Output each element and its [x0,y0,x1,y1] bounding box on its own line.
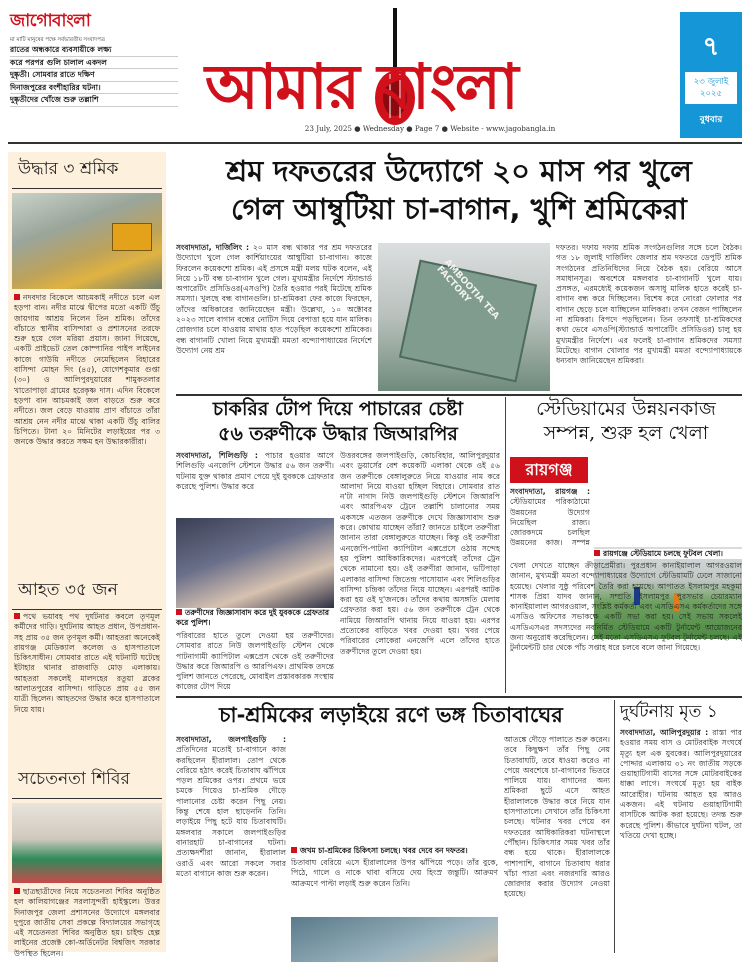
section-rule [176,696,742,698]
stadium-headline [510,397,742,445]
rescue-headline [176,397,500,447]
stadium-body-1: স্টেডিয়ামের পরিকাঠামো উন্নয়নের উদ্যোগ নিয়েছিল রাজ্য। জোরকদমে চলছিল উন্নয়নের কাজ। সম্পন্ন [510,497,590,548]
rescue-headline-line-2: ৫৬ তরুণীকে উদ্ধার জিআরপির [218,423,458,445]
page-number: ৭ [702,32,720,62]
bullet-icon [176,609,182,615]
left-column [8,152,166,958]
lead-body-2: দফতর। দফায় দফায় শ্রমিক সংগঠনগুলির সঙ্গে চলে বৈঠক। গত ১৮ জুলাই দার্জিলিং জেলার শ্রম দফতরে ডেপুটি শ্রমিক সংগঠনের প্রতিনিধিদের নিয়ে বৈঠক হয়। বেরিয়ে আসে সমাধানসূত্র। অবশেষে মঙ্গলবার চা-বাগানটি খুলে যায়। প্রসঙ্গত, এরমধ্যেই কয়েকজন অসাধু মালিক হাতে করেই চা-বাগান বন্ধ করে দিচ্ছিলেন। বিশেষ করে নোংরা ফোলার পর বাগান ছেড়ে চলে যাচ্ছিলেন মালিকরা। তখন বেজন পাচ্ছিলেন না শ্রমিকরা। বিপদে পড়ছিলেন। তিন তফসাই চা-শ্রমিকদের কথা ভেবে এসওপি(স্ট্যান্ডার্ড অপারেটিং প্রসিডিওর) চালু হয় মুখ্যমন্ত্রীর নির্দেশে। এর ফলেই চা-বাগান শ্রমিকদের সমস্যা মিটেছে। বাগান খোলার পর মুখ্যমন্ত্রী মমতা বন্দ্যোপাধ্যায়কে ধন্যবাদ জানিয়েছেন শ্রমিকরা। [556,243,742,366]
awareness-camp-photo [12,803,162,883]
promo-headline: করে পরপর গুলি চালাল একদল [10,57,178,70]
stadium-body-2: খেলা দেখতে যাচ্ছেন ক্রীড়াপ্রেমীরা। পুরপ্রধান কানাইয়ালাল আগরওয়াল জানান, মুখ্যমন্ত্রী মমতা বন্দ্যোপাধ্যায়ের উদ্যোগে স্টেডিয়ামটি ঢেলে সাজানো হয়েছে। খেলার সুষ্ঠু পরিবেশ তৈরি করা হয়েছে। আপাতত ইসলামপুর মহকুমা শাসক প্রিয়া যাদব জানান, সম্প্রতি ইসলামপুর পুরসভার চেয়ারম্যান কানাইয়ালাল আগরওয়াল, সংশ্লিষ্ট কর্মকর্তা এবং এসডিএসএ কর্মকর্তাদের সঙ্গে এসডিও অফিসের সভাকক্ষে একটি সভা করা হয়। সেই সভায় সকলেই এসডিএসএর সদস্যদের নবনির্মিত স্টেডিয়ামে একটি টুর্নামেন্ট আয়োজনের জন্য অনুরোধ করেছিলেন। সেই মতো এসডিএসএ ফুটবল টুর্নামেন্ট চলছে। এই টুর্নামেন্টটি চার থেকে পাঁচ সপ্তাহ ধরে চলবে বলে জানা গিয়েছে। [510,561,742,653]
masthead-meta: 23 July, 2025 ● Wednesday ● Page 7 ● Website - www.jagobangla.in [304,124,556,133]
leopard-body-4: চিকিৎসার সময় খবর তাঁর বন্ধ হয়ে থাকে। হীরালালকে পাশাপাশি, বাগানে চিতাবাঘ ধরার খাঁচা পাতা এবং নজরদারি আরও জোরদার করার উদ্যোগ নেওয়া হয়েছে। [504,837,610,899]
leopard-body-2: চিতাবাঘ বেরিয়ে এসে হীরালালের উপর ঝাঁপিয়ে পড়ে। তাঁর বুকে, পিঠে, গালে ও নাকে থাবা বসিয়ে দেয় হিংস্র জন্তুটি। আক্রমণ আক্রমণে পাল্টা লড়াই শুরু করেন তিনি। [291,858,498,888]
rescued-girls-photo [176,518,334,608]
leopard-body-1: প্রতিদিনের মতোই চা-বাগানে কাজ করছিলেন হীরালাল। তোপ থেকে বেরিয়ে হঠাৎ করেই চিতাবাঘ ঝাঁপিয়ে পড়ল শ্রমিকের ওপর। প্রথমে ভয়ে চমকে গিয়েও চা-শ্রমিক দৌড়ে পালানোর চেষ্টা করেন পিছু নেয়। কিন্তু শেষে হাল ছাড়েননি তিনি। লড়াইয়ে পিছু হটে যায় চিতাবাঘটি। মঙ্গলবার সকালে জলপাইগুড়ির বানারহাট চা-বাগানের ঘটনা। প্রত্যক্ষদর্শীরা জানান, হীরালাল ওরাওঁ এবং আরো সকলে সবার মতো বাগানে কাজ শুরু করেন। [176,745,286,878]
rescue-three-title: উদ্ধার ৩ শ্রমিক [12,152,162,189]
place-tag: রায়গঞ্জ [510,457,588,483]
accident-body: রাস্তা পার হওয়ার সময় বাস ও মোটরবাইক সংঘর্ষে মৃত্যু হল এক যুবকের। আলিপুরদুয়ারের পোদ্দার এলাকায় ৩১ নং জাতীয় সড়কে গুয়াহাটিগামী বাসের সঙ্গে মোটরবাইকের ধাক্কা লাগে। সংঘর্ষে মৃত্যু হয় বাইক আরোহীর। ঘটনায় আহত হয় আরও একজন। এই ঘটনায় গুয়াহাটিগামী বাসটিকে আটক করা হয়েছে। তদন্ত শুরু করেছে পুলিশ। কীভাবে দুর্ঘটনা ঘটল, তা খতিয়ে দেখা হচ্ছে। [620,728,742,840]
leopard-caption: জখম চা-শ্রমিকের চিকিৎসা চলছে। খবর দেবে বন দফতর। [300,846,468,855]
river-rescue-photo [12,193,162,289]
bullet-icon [594,550,600,556]
leopard-headline: চা-শ্রমিকের লড়াইয়ে রণে ভঙ্গ চিতাবাঘের [219,703,563,727]
date-bn: ২৩ জুলাই ২০২৫ [685,72,737,104]
leopard-dateline: সংবাদদাতা, জলপাইগুড়ি : [176,735,286,744]
stadium-dateline: সংবাদদাতা, রায়গঞ্জ : [510,487,590,496]
column-divider [505,397,506,693]
stadium-caption: রায়গঞ্জে স্টেডিয়ামে চলছে ফুটবল খেলা। [603,549,723,558]
rescue-caption: তরুণীদের জিজ্ঞাসাবাদ করে দুই যুবককে গ্রেফতার করে পুলিশ। [176,608,329,627]
lead-dateline: সংবাদদাতা, দার্জিলিং : [176,243,250,252]
bullet-icon [291,847,297,853]
jagobangla-tagline: মা মাটি মানুষের পক্ষে সর্বভারতীয় সংবাদপত্র [10,37,105,43]
section-rule [176,394,742,396]
excavator-shape [112,223,152,251]
lead-headline-line-1: শ্রম দফতরের উদ্যোগে ২০ মাস পর খুলে [226,154,692,188]
rescue-headline-line-1: চাকরির টোপ দিয়ে পাচারের চেষ্টা [212,398,464,420]
rescue-three-body: নদবদার বিকেলে আচমকাই নদীতে চলে এল হড়পা বান। নদীর মাঝে দ্বীপের মতো একটি উঁচু জায়গায় আশ্রয় নিলেন তিন শ্রমিক। তাঁদের বাঁচাতে স্থানীয় বাসিন্দারা ও প্রশাসনের তরফে শুরু হয়ে গেল মরিয়া প্রয়াস। জানা গিয়েছে, একটি প্রাইভেট তেল কোম্পানির পাইপ লাইনের কাজে গাউয়ি নদীতে নেমেছিলেন বিহারের বাসিন্দা মোহন দিং (৪৫), যোগেশকুমার গুপ্তা (৩০) ও আলিপুরদুয়ারের শামুকতলার খাতোপাড়া গ্রামের হরেকৃষ্ণ দাস। এদিন বিকেলে হড়পা বান আচমকাই জল বাড়তে শুরু করে নদীতে। জল বেড়ে যাওয়ায় প্রাণ বাঁচাতে তাঁরা আশ্রয় নেন নদীর মাঝে থাকা একটি উঁচু বালির চিপিতে। টানা ২০ মিনিটের লড়াইয়ের পর ৩ জনকে উদ্ধার করতে সক্ষম হন উদ্ধারকারীরা। [14,293,160,447]
jagobangla-logo: জাগোবাংলা [10,11,91,31]
tea-factory-photo [378,243,550,391]
rescue-dateline: সংবাদদাতা, শিলিগুড়ি : [176,451,258,460]
weekday: বুধবার [699,115,723,125]
bullet-icon [14,888,20,894]
promo-headlines [10,44,178,107]
factory-sign: AMBOOTIA TEA FACTORY [434,257,501,322]
injured-body: পথে ভয়াবহ পথ দুর্ঘটনার কবলে তৃণমূল কর্মীদের গাড়ি। দুর্ঘটনায় আহত প্রধান, উপপ্রধান-সহ প্রায় ৩৫ জন তৃণমূল কর্মী। আহতরা অনেকেই রায়গঞ্জ মেডিক্যাল কলেজ ও হাসপাতালে চিকিৎসাধীন। সোমবার রাতে এই ঘটনাটি ঘটেছে ইটাহার থানার রাজবাড়ি মোড় এলাকায়। আহতরা সকলেই মালদহের রতুয়া ব্লকের আলাতপুরের বাসিন্দা। গাড়িতে প্রায় ৫৫ জন যাত্রী ছিলেন। আহতদের উদ্ধার করে হাসপাতালে নিয়ে যায়। [14,612,160,714]
promo-headline: রাতের অন্ধকারে ব্যবসায়ীকে লক্ষ্য [10,44,178,57]
leopard-body-3: আতঙ্কে দৌড়ে পালাতে শুরু করেন। তবে কিছুক্ষণ তাঁর পিছু নেয় চিতাবাঘটি, তবে ধাওয়া করেও না পেয়ে অবশেষে চা-বাগানের ভিতরে পালিয়ে যায়। বাগানের অন্য শ্রমিকরা ছুটে এসে আহত হীরালালকে উদ্ধার করে নিয়ে যান হাসপাতালে। সেখানে তাঁর চিকিৎসা চলছে। ঘটনার খবর পেয়ে বন দফতরের আধিকারিকরা ঘটনাস্থলে পৌঁছান। [504,735,610,847]
column-divider [614,700,615,953]
lead-headline [176,152,742,228]
bullet-icon [14,294,20,300]
masthead-title: আমার বাংলা [205,50,517,123]
awareness-camp-body: ছাত্রছাত্রীদের নিয়ে সচেতনতা শিবির অনুষ্ঠিত হল কালিয়াগঞ্জের সরলাসুন্দরী হাইস্কুলে। উত্তর দিনাজপুর জেলা প্রশাসনের উদ্যোগে মঙ্গলবার দুপুরে জাতীয় সেবা প্রকল্পে বিদ্যালয়ের সভাগৃহে এই সচেতনতা শিবির অনুষ্ঠিত হয়। চাইল্ড হেল্প লাইনের প্রজেক্ট কো-অর্ডিনেটর বিশ্বজিৎ সরকার উপস্থিত ছিলেন। [14,887,160,958]
promo-headline: দিনাজপুরের বংশীহারির ঘটনা। [10,82,178,95]
lead-body-1: ২০ মাস বন্ধ থাকার পর শ্রম দফতরের উদ্যোগে খুলে গেল কার্শিয়াংয়ের আম্বুটিয়া চা-বাগান। কাজে ফিরলেন কয়েকশো শ্রমিক। এই প্রসঙ্গে মন্ত্রী মলয় ঘটক বলেন, এই নিয়ে ১৮টি বন্ধ চা-বাগান খুলে গেল। মুখ্যমন্ত্রীর নির্দেশে স্ট্যান্ডার্ড অপারেটিং প্রসিডিওর(এসওপি) তৈরি হওয়ার পরই মিটেছে শ্রমিক সমস্যা। খুলছে বন্ধ বাগানগুলি। চা-শ্রমিকরা ফের কাজে ফিরছেন, তাঁদের অধিকারের জানিয়েছেন মন্ত্রী। উল্লেখ্য, ১০ অক্টোবর ২০২৩ সালে বাগান বন্ধের নোটিস দিয়ে বেপাত্তা হয়ে যান মালিক। রোজগার চলে যাওয়ায় মাথায় হাত পড়েছিল কয়েকশো শ্রমিকের। বন্ধ বাগানটি খোলা নিয়ে মুখ্যমন্ত্রী মমতা বন্দ্যোপাধ্যায়ের নির্দেশে উদ্যোগ নেয় শ্রম [176,243,372,355]
accident-dateline: সংবাদদাতা, আলিপুরদুয়ার : [620,728,709,737]
accident-headline: দুর্ঘটনায় মৃত ১ [620,702,718,722]
lead-headline-line-2: গেল আম্বুটিয়া চা-বাগান, খুশি শ্রমিকেরা [231,192,687,226]
stadium-headline-line-1: স্টেডিয়ামের উন্নয়নকাজ [536,398,716,420]
stadium-headline-line-2: সম্পন্ন, শুরু হল খেলা [543,422,709,444]
date-box [680,12,742,138]
rescue-body-3: উত্তরবঙ্গের জলপাইগুড়ি, কোচবিহার, আলিপুরদুয়ার এবং ডুয়ার্সের বেশ কয়েকটি এলাকা থেকে ওই ৫৬ জন তরুণীকে বেঙ্গালুরুতে নিয়ে যাওয়ার নাম করে আলাদা নিয়ে যাওয়া হচ্ছিল বিহারে। সোমবার রাত ন'টা নাগাদ নিউ জলপাইগুড়ি স্টেশনে জিআরপি এবং আরপিএফ ট্রেনে তল্লাশি চালানোর সময় একসঙ্গে এতজন তরুণীকে দেখে জিজ্ঞাসাবাদ শুরু করে। কোথায় যাচ্ছেন তাঁরা? জানতে চাইলে তরুণীরা জানান তারা বেঙ্গালুরুতে যাচ্ছেন। কিন্তু ওই তরুণীরা এনজেপি-পাটনা ক্যাপিটাল এক্সপ্রেসে ওঠায় সন্দেহ হয় পুলিশ আধিকারিকদের। এরপরেই তাঁদের ট্রেন থেকে নামানো হয়। ওই তরুণীরা জানান, ভটিপাড়া এলাকার বাসিন্দা জিতেন্দ্র পাসোয়ান এবং শিলিগুড়ির বাসিন্দা চন্দ্রিকা তাঁদের নিয়ে যাচ্ছেন। এরপরই আটক করা হয় ওই দু'জনকে। তাঁদের কথায় অসঙ্গতি মেলায় গ্রেফতার করা হয়। ৫৬ জন তরুণীকে ট্রেন থেকে নামিয়ে জিআরপি থানায় নিয়ে যাওয়া হয়। এরপর প্রত্যেকের বাড়িতে খবর দেওয়া হয়। খবর পেয়ে পরিবারের লোকেরা এনজেপি এলে তাঁদের হাতে তরুণীদের তুলে দেওয়া হয়। [340,451,500,656]
awareness-camp-title: সচেতনতা শিবির [12,762,162,799]
rescue-body-1: পাচার হওয়ার আগে শিলিগুড়ি এনজেপি স্টেশনে উদ্ধার ৫৬ জন তরুণী। ঘটনায় যুক্ত থাকার প্রমাণ পেয়ে দুই যুবককে গ্রেফতার করেছে পুলিশ। উদ্ধার করে [176,451,334,491]
promo-headline: দুষ্কৃতী। সোমবার রাতে দক্ষিণ [10,69,178,82]
promo-headline: দুষ্কৃতীদের খোঁজে শুরু তল্লাশি [10,94,178,107]
masthead-rule [8,142,742,144]
bullet-icon [14,613,20,619]
injured-title: আহত ৩৫ জন [12,573,162,610]
rescue-body-2: পরিবারের হাতে তুলে দেওয়া হয় তরুণীদের। সোমবার রাতে নিউ জলপাইগুড়ি স্টেশন থেকে পাটনাগামী ক্যাপিটাল এক্সপ্রেস থেকে ওই তরুণীদের উদ্ধার করে জিআরপি ও আরপিএফ। প্রাথমিক তদন্তে পুলিশ জানতে পেরেছে, মোবাইল প্রস্তাবকারক সংস্থায় কাজের টোপ দিয়ে [176,631,334,692]
promo-block [10,8,180,45]
